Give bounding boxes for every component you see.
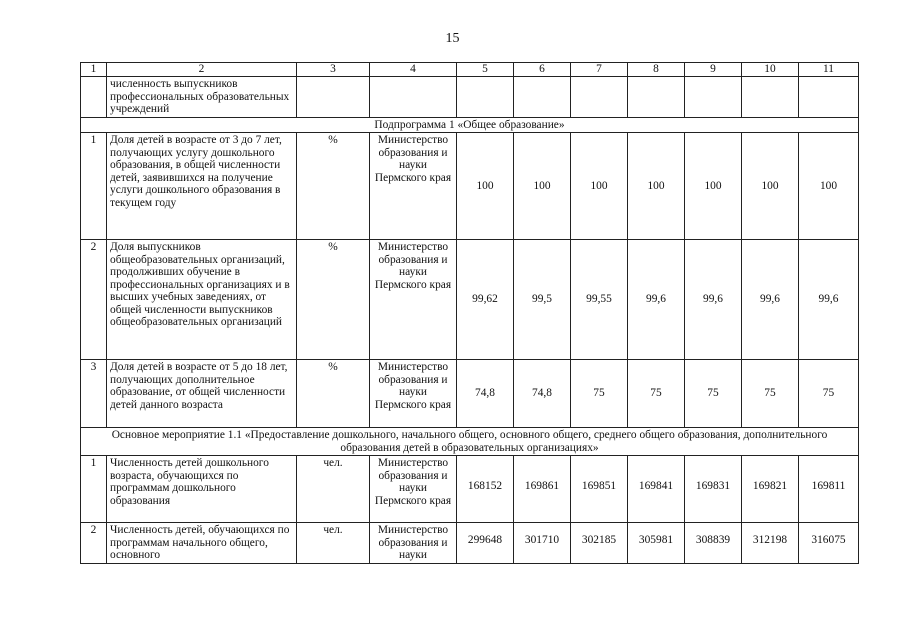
row-number: 1 bbox=[81, 133, 107, 240]
responsible-cell: Министерство образования и науки Пермского края bbox=[370, 456, 457, 523]
value-cell: 301710 bbox=[514, 523, 571, 564]
unit-cell: % bbox=[297, 240, 370, 360]
column-header: 5 bbox=[457, 63, 514, 77]
empty-cell bbox=[370, 77, 457, 118]
column-header: 3 bbox=[297, 63, 370, 77]
value-cell: 99,5 bbox=[514, 240, 571, 360]
value-cell: 100 bbox=[457, 133, 514, 240]
empty-cell bbox=[297, 77, 370, 118]
value-cell: 308839 bbox=[685, 523, 742, 564]
section-row bbox=[81, 117, 859, 133]
indicator-cell: Численность детей дошкольного возраста, обучающихся по программам дошкольного образования bbox=[107, 456, 297, 523]
indicator-cell: Доля выпускников общеобразовательных организаций, продолживших обучение в профессиональных организациях и в высших учебных заведениях, от общей численности выпускников общеобразовательных организаций bbox=[107, 240, 297, 360]
empty-cell bbox=[742, 77, 799, 118]
value-cell: 100 bbox=[742, 133, 799, 240]
value-cell: 75 bbox=[628, 360, 685, 428]
value-cell: 99,55 bbox=[571, 240, 628, 360]
empty-cell bbox=[571, 77, 628, 118]
responsible-cell: Министерство образования и науки bbox=[370, 523, 457, 564]
value-cell: 99,6 bbox=[628, 240, 685, 360]
table-row bbox=[81, 133, 859, 240]
unit-cell: % bbox=[297, 360, 370, 428]
column-header: 6 bbox=[514, 63, 571, 77]
value-cell: 169841 bbox=[628, 456, 685, 523]
value-cell: 169821 bbox=[742, 456, 799, 523]
row-number: 2 bbox=[81, 240, 107, 360]
value-cell: 169811 bbox=[799, 456, 859, 523]
value-cell: 169861 bbox=[514, 456, 571, 523]
empty-cell bbox=[628, 77, 685, 118]
indicator-cell: Доля детей в возрасте от 3 до 7 лет, получающих услугу дошкольного образования, в общей численности детей, заявившихся на получение услуги дошкольного образования в текущем году bbox=[107, 133, 297, 240]
section-row bbox=[81, 428, 859, 456]
row-number-cell bbox=[81, 77, 107, 118]
value-cell: 100 bbox=[571, 133, 628, 240]
table-row bbox=[81, 77, 859, 118]
column-header: 2 bbox=[107, 63, 297, 77]
value-cell: 312198 bbox=[742, 523, 799, 564]
unit-cell: % bbox=[297, 133, 370, 240]
column-header: 9 bbox=[685, 63, 742, 77]
value-cell: 75 bbox=[742, 360, 799, 428]
responsible-cell: Министерство образования и науки Пермского края bbox=[370, 360, 457, 428]
value-cell: 299648 bbox=[457, 523, 514, 564]
value-cell: 302185 bbox=[571, 523, 628, 564]
responsible-cell: Министерство образования и науки Пермского края bbox=[370, 133, 457, 240]
page-number: 15 bbox=[445, 31, 460, 46]
value-cell: 75 bbox=[799, 360, 859, 428]
table-row bbox=[81, 456, 859, 523]
column-header-row bbox=[81, 63, 859, 77]
subprogram-title: Подпрограмма 1 «Общее образование» bbox=[81, 117, 859, 133]
column-header: 8 bbox=[628, 63, 685, 77]
value-cell: 100 bbox=[628, 133, 685, 240]
column-header: 11 bbox=[799, 63, 859, 77]
value-cell: 74,8 bbox=[514, 360, 571, 428]
row-number: 2 bbox=[81, 523, 107, 564]
value-cell: 99,6 bbox=[685, 240, 742, 360]
column-header: 10 bbox=[742, 63, 799, 77]
empty-cell bbox=[514, 77, 571, 118]
value-cell: 99,6 bbox=[742, 240, 799, 360]
indicator-cell: численность выпускников профессиональных образовательных учреждений bbox=[107, 77, 297, 118]
table-row bbox=[81, 360, 859, 428]
row-number: 3 bbox=[81, 360, 107, 428]
value-cell: 100 bbox=[514, 133, 571, 240]
responsible-cell: Министерство образования и науки Пермского края bbox=[370, 240, 457, 360]
row-number: 1 bbox=[81, 456, 107, 523]
value-cell: 100 bbox=[799, 133, 859, 240]
activity-title: Основное мероприятие 1.1 «Предоставление дошкольного, начального общего, основного общего, среднего общего образования, дополнительного образования детей в образовательных организациях» bbox=[81, 428, 859, 456]
table-row bbox=[81, 523, 859, 564]
indicator-cell: Численность детей, обучающихся по программам начального общего, основного bbox=[107, 523, 297, 564]
value-cell: 74,8 bbox=[457, 360, 514, 428]
column-header: 7 bbox=[571, 63, 628, 77]
value-cell: 169831 bbox=[685, 456, 742, 523]
unit-cell: чел. bbox=[297, 456, 370, 523]
value-cell: 169851 bbox=[571, 456, 628, 523]
empty-cell bbox=[685, 77, 742, 118]
value-cell: 168152 bbox=[457, 456, 514, 523]
indicators-table bbox=[80, 62, 859, 564]
value-cell: 75 bbox=[571, 360, 628, 428]
unit-cell: чел. bbox=[297, 523, 370, 564]
empty-cell bbox=[799, 77, 859, 118]
column-header: 1 bbox=[81, 63, 107, 77]
value-cell: 99,62 bbox=[457, 240, 514, 360]
value-cell: 99,6 bbox=[799, 240, 859, 360]
empty-cell bbox=[457, 77, 514, 118]
value-cell: 305981 bbox=[628, 523, 685, 564]
value-cell: 100 bbox=[685, 133, 742, 240]
value-cell: 316075 bbox=[799, 523, 859, 564]
table-row bbox=[81, 240, 859, 360]
indicator-cell: Доля детей в возрасте от 5 до 18 лет, получающих дополнительное образование, от общей численности детей данного возраста bbox=[107, 360, 297, 428]
value-cell: 75 bbox=[685, 360, 742, 428]
column-header: 4 bbox=[370, 63, 457, 77]
